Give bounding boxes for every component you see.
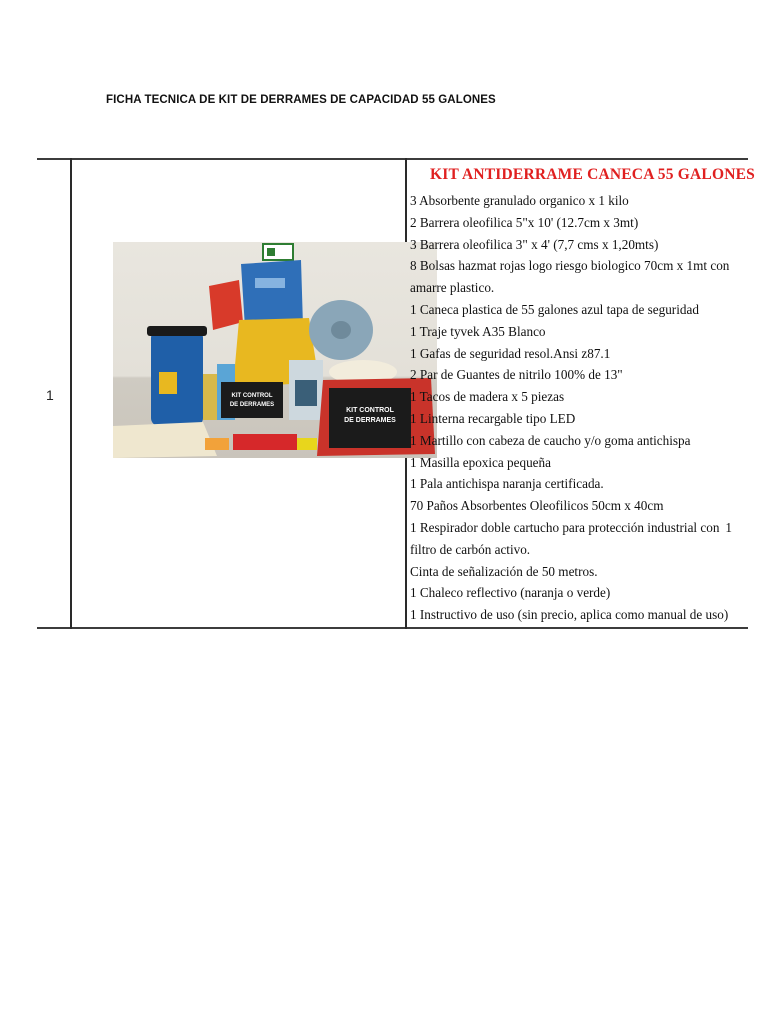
row-number-cell: [37, 160, 71, 627]
list-item: 2 Par de Guantes de nitrilo 100% de 13": [410, 367, 623, 383]
list-item: 1 Pala antichispa naranja certificada.: [410, 476, 604, 492]
list-item-text: 1 Respirador doble cartucho para protección industrial con filtro de carbón activo.: [410, 519, 720, 557]
list-item: 1 Instructivo de uso (sin precio, aplica como manual de uso): [410, 607, 729, 623]
sign-right-text: KIT CONTROL: [346, 407, 394, 414]
list-item: 1 Gafas de seguridad resol.Ansi z87.1: [410, 345, 611, 361]
list-item: 1 Caneca plastica de 55 galones azul tapa de seguridad: [410, 301, 699, 317]
kit-item-list: [410, 190, 744, 626]
svg-text:DE DERRAMES: DE DERRAMES: [229, 402, 275, 408]
spray-bottle: [203, 374, 217, 420]
list-item: 3 Barrera oleofilica 3" x 4' (7,7 cms x 1,20mts): [410, 236, 659, 252]
list-item: Cinta de señalización de 50 metros.: [410, 563, 598, 579]
red-gloves: [233, 434, 297, 450]
photo-cell: [73, 160, 406, 627]
list-item: 1 Martillo con cabeza de caucho y/o goma antichispa: [410, 432, 691, 448]
list-item: 1 Traje tyvek A35 Blanco: [410, 323, 546, 339]
list-item: 1 Chaleco reflectivo (naranja o verde): [410, 585, 611, 601]
list-item: 1 Linterna recargable tipo LED: [410, 410, 576, 426]
item-list-cell: [408, 160, 755, 627]
row-number: 1: [46, 387, 54, 403]
list-item: 8 Bolsas hazmat rojas logo riesgo biologico 70cm x 1mt con amarre plastico.: [410, 258, 730, 296]
list-item: 70 Paños Absorbentes Oleofilicos 50cm x 40cm: [410, 498, 664, 514]
item-trailing-number: 1: [725, 519, 732, 535]
document-title: FICHA TECNICA DE KIT DE DERRAMES DE CAPACIDAD 55 GALONES: [106, 94, 496, 106]
list-item: 3 Absorbente granulado organico x 1 kilo: [410, 193, 629, 208]
kit-photo-illustration: [113, 242, 437, 458]
list-item: 2 Barrera oleofilica 5"x 10' (12.7cm x 3mt): [410, 214, 639, 230]
kit-heading: KIT ANTIDERRAME CANECA 55 GALONES: [430, 166, 755, 183]
blue-bag: [241, 260, 303, 328]
sign-left-text: KIT CONTROL: [231, 393, 273, 399]
spec-table: [37, 158, 755, 629]
sign-left: [221, 382, 283, 418]
kit-photo: [113, 242, 437, 458]
svg-text:DE DERRAMES: DE DERRAMES: [344, 417, 396, 424]
list-item-respirator: [410, 517, 744, 561]
absorbent-pads: [113, 422, 217, 458]
list-item: 1 Tacos de madera x 5 piezas: [410, 389, 565, 405]
red-flag: [209, 280, 243, 330]
list-item: 1 Masilla epoxica pequeña: [410, 454, 551, 470]
